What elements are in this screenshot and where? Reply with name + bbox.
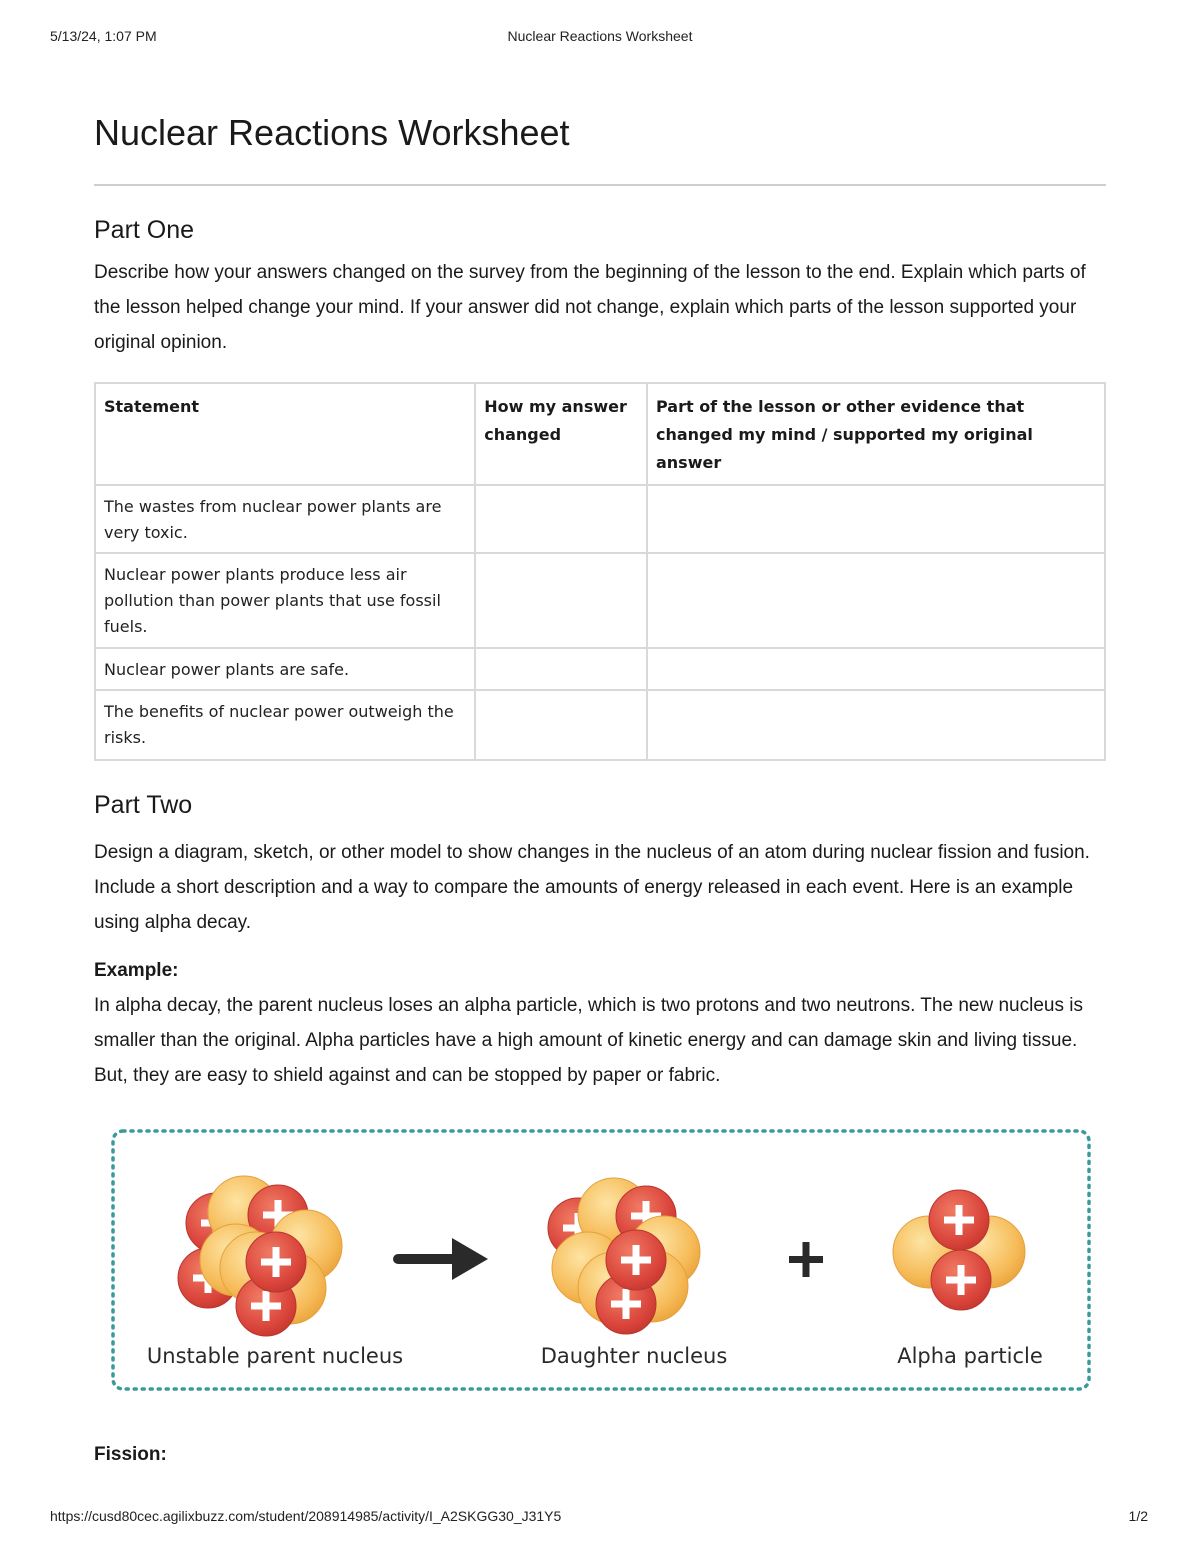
part-two-heading: Part Two xyxy=(94,791,193,819)
survey-table xyxy=(94,382,1106,761)
reaction-arrow-icon xyxy=(398,1238,488,1280)
parent-nucleus-label: Unstable parent nucleus xyxy=(146,1344,404,1368)
alpha-decay-svg xyxy=(110,1128,1092,1392)
table-row xyxy=(95,553,1105,648)
page-number: 1/2 xyxy=(1128,1508,1148,1524)
daughter-nucleus-label: Daughter nucleus xyxy=(540,1344,728,1368)
page-title: Nuclear Reactions Worksheet xyxy=(94,112,570,153)
evidence-cell[interactable] xyxy=(647,485,1105,553)
fission-label: Fission: xyxy=(94,1444,167,1465)
evidence-cell[interactable] xyxy=(647,690,1105,760)
part-one-heading: Part One xyxy=(94,216,195,244)
part-two-instructions: Design a diagram, sketch, or other model to show changes in the nucleus of an atom during nuclear fission and fusion. Include a short description and a way to compare the amounts of energy released in each event. Here is an example using alpha decay. xyxy=(94,842,1090,933)
alpha-particle-label: Alpha particle xyxy=(897,1344,1043,1368)
print-footer xyxy=(0,1508,1200,1528)
statement-cell: Nuclear power plants are safe. xyxy=(95,648,475,690)
print-date: 5/13/24, 1:07 PM xyxy=(50,28,157,44)
alpha-decay-diagram xyxy=(110,1128,1092,1392)
answer-changed-cell[interactable] xyxy=(475,485,647,553)
header-how-changed: How my answer changed xyxy=(475,383,647,485)
table-row xyxy=(95,485,1105,553)
part-one-instructions: Describe how your answers changed on the survey from the beginning of the lesson to the end. Explain which parts of the lesson helped change your mind. If your answer did not change, explain which parts of the lesson supported your original opinion. xyxy=(94,262,1086,353)
header-evidence: Part of the lesson or other evidence that changed my mind / supported my original answer xyxy=(647,383,1105,485)
example-label: Example: xyxy=(94,960,179,981)
parent-nucleus-icon xyxy=(178,1176,342,1336)
print-url: https://cusd80cec.agilixbuzz.com/student/208914985/activity/I_A2SKGG30_J31Y5 xyxy=(50,1508,562,1524)
evidence-cell[interactable] xyxy=(647,648,1105,690)
answer-changed-cell[interactable] xyxy=(475,648,647,690)
daughter-nucleus-icon xyxy=(548,1178,700,1334)
worksheet-content xyxy=(94,110,1106,1093)
answer-changed-cell[interactable] xyxy=(475,690,647,760)
evidence-cell[interactable] xyxy=(647,553,1105,648)
table-row xyxy=(95,648,1105,690)
statement-cell: The wastes from nuclear power plants are very toxic. xyxy=(95,485,475,553)
print-title: Nuclear Reactions Worksheet xyxy=(507,28,693,44)
header-statement: Statement xyxy=(95,383,475,485)
answer-changed-cell[interactable] xyxy=(475,553,647,648)
print-header xyxy=(0,28,1200,48)
title-divider xyxy=(94,184,1106,186)
table-header-row xyxy=(95,383,1105,485)
table-row xyxy=(95,690,1105,760)
statement-cell: The benefits of nuclear power outweigh the risks. xyxy=(95,690,475,760)
example-text: In alpha decay, the parent nucleus loses an alpha particle, which is two protons and two neutrons. The new nucleus is smaller than the original. Alpha particles have a high amount of kinetic energy and can damage skin and living tissue. But, they are easy to shield against and can be stopped by paper or fabric. xyxy=(94,995,1083,1086)
alpha-particle-icon xyxy=(893,1190,1025,1310)
statement-cell: Nuclear power plants produce less air pollution than power plants that use fossil fuels. xyxy=(95,553,475,648)
plus-icon xyxy=(789,1242,823,1277)
